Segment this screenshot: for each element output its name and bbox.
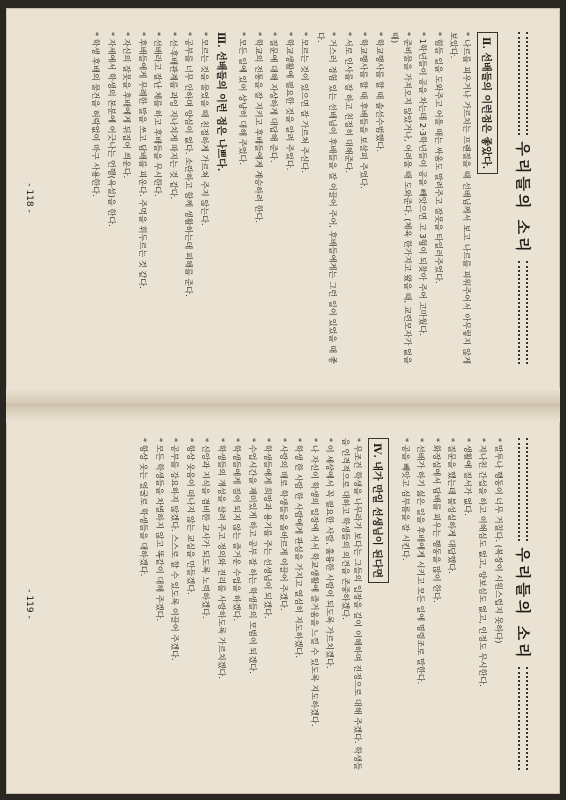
list-item: * 학교의 전통을 잘 지키고 후배들에게 계승하려 한다. [254, 32, 264, 224]
list-item: * 거스러 경험 있는 선배님이 후배들을 잘 이끌어 주어, 후배들에게는 그런 일이 있었을 때 좋다. [316, 32, 339, 364]
list-item: * 학생들에게 짐이 되지 않는 즐거운 수업을 하겠다. [232, 438, 243, 622]
list-item: * 1학년들이 공을 차는데 2·3학년들이 공을 빼앗으면 고 3형이 되찾아 주어 고마웠다. [418, 32, 429, 336]
header-ornament-left [519, 32, 529, 135]
section-heading-4: Ⅳ. 내가 만일 선생님이 된다면 [369, 438, 390, 583]
page-118-content [16, 18, 550, 378]
list-good-points [237, 32, 473, 364]
list-item: * 사랑의 매로 학생들을 올바르게 이끌어 주겠다. [279, 438, 289, 611]
page-header [513, 438, 534, 770]
list-bad-points-continued [400, 438, 506, 770]
header-ornament-right [519, 667, 529, 770]
page-118 [6, 8, 560, 388]
page-119 [6, 414, 560, 794]
header-ornament-left [519, 438, 529, 541]
list-item: * 학교행사를 할 때 솔선수범했다. [375, 32, 385, 152]
list-item: * 항상 웃는 얼굴로 학생들을 대하겠다. [139, 438, 150, 577]
section-heading-3: Ⅲ. 선배들의 이런 점은 나쁘다. [215, 32, 226, 172]
list-item: * 말투나 행동이 너무 거칠다. (복장이 시원스럽지 못하다) [494, 438, 504, 644]
list-item: * 지나친 간섭을 하고 이해심도 없고, 양보심도 없고, 인정도 무시한다. [478, 438, 489, 687]
list-item: * 질문을 했는데 불성실하게 대답했다. [447, 438, 458, 574]
list-item: * 후배들에게 무례한 말을 쓰고 담배를 피운다. 주먹을 휘두르는 것 같다. [138, 32, 148, 289]
list-bad-points [90, 32, 211, 364]
list-item: * 공부를 너무 안하며 양심이 없다. 소란하고 함께 생활하는데 피해를 준다. [184, 32, 195, 297]
list-item: * 신앙과 지식을 겸비한 교사가 되도록 노력하겠다. [201, 438, 212, 619]
header-title: 우리들의 소리 [514, 547, 532, 661]
list-item: * 서로 인사를 잘 하고 친절히 대해준다. [344, 32, 354, 173]
list-item: * 모르는 것이 있으면 잘 가르쳐 주신다. [300, 32, 311, 173]
list-item: * 모르는 것을 물었을 때 친절하게 가르쳐 주지 않는다. [200, 32, 210, 226]
book-spread [6, 8, 560, 794]
page-119-content [16, 424, 550, 784]
list-item: * 화장실에서 담배를 피우는 행동을 많이 한다. [432, 438, 442, 603]
list-item: * 이 세상에서 꼭 필요한 사람, 훌륭한 사람이 되도록 가르치겠다. [325, 438, 336, 669]
list-item: * 나 자신이 학생의 입장에 서서 학교생활에 즐거움을 느낄 수 있도록 지도하겠다. [310, 438, 320, 727]
list-item: * 자세에서 학생의 본분에 어긋나는 언행(욕설)을 한다. [107, 32, 117, 227]
list-item: * 자신의 잘못을 후배에게 뒤집어 씌운다. [122, 32, 133, 179]
list-item: * 공을 빼앗고 심부름을 잘 시킨다. [401, 438, 411, 561]
list-item: * 모든 일에 있어 상냥히 대해 주었다. [238, 32, 249, 166]
list-item: * 선배라고 잘난 체를 하고 후배들을 무시한다. [153, 32, 164, 197]
list-item: * 선배가 하기 싫은 일을 후배에게 시키고 모든 일에 명령조로 말한다. [416, 438, 427, 685]
page-number: - 118 - [24, 183, 34, 213]
list-item: * 선·후배관계를 과잉 지나치게 따지는 것 같다. [169, 32, 179, 200]
list-item: * 공부를 강요하지 않겠다. 스스로 할 수 있도록 이끌어 주겠다. [170, 438, 181, 661]
header-title: 우리들의 소리 [514, 141, 532, 255]
list-item: * 무조건 학생을 나무라기 보다는 그들의 입장을 깊이 이해하며 진정으로 대해 주겠다. 학생들을 인격적으로 대하고 학생들의 의견을 존중하겠다. [341, 438, 364, 770]
list-item: * 학교생활에 필요한 것을 알려 주었다. [285, 32, 295, 171]
section-heading-2: Ⅱ. 선배들의 이런점은 좋았다. [477, 32, 498, 174]
page-header [513, 32, 534, 364]
list-item: * 학교행사를 할 때 후배들을 보살펴 주었다. [359, 32, 370, 189]
page-number: - 119 - [24, 589, 34, 619]
list-if-teacher [138, 438, 365, 770]
list-item: * 준비물을 가져오지 않았거나, 어려울 때 도와준다. (체육 한가지고 왔을 때, 교련모자가 없을 때) [390, 32, 413, 364]
list-item: * 질문에 대해 자상하게 대답해 준다. [269, 32, 280, 163]
list-item: * 학생 한 사람 한 사람에게 관심을 가지고 열심히 지도하겠다. [294, 438, 305, 658]
list-item: * 학생들에게 희망과 용기를 주는 선생님이 되겠다. [263, 438, 274, 619]
list-item: * 학생들의 개성을 살려 주고 정의와 진리를 사랑하도록 가르치겠다. [217, 438, 227, 680]
list-item: * 힘들 일을 도와주고 어울 때는 싸움도 말려주고 잘못을 타일러주었다. [434, 32, 444, 284]
list-item: * 나르를 피우거나 가르치는 프랜절을 때 선배님께서 보고 나르를 피워주어서 아무렇지 않게 보았다. [449, 32, 472, 364]
header-ornament-right [519, 261, 529, 364]
list-item: * 모든 학생들을 차별하지 않고 똑같이 대해 주겠다. [155, 438, 165, 622]
list-item: * 생활에 질서가 없다. [463, 438, 473, 516]
list-item: * 수업시간을 재미있게 하고 공부 잘 하는 학생들의 모범이 되겠다. [248, 438, 258, 674]
list-item: * 항상 웃음이 떠나지 않는 교실을 만들겠다. [186, 438, 196, 595]
list-item: * 학생 후배의 물건을 허락없이 마구 사용한다. [91, 32, 102, 197]
